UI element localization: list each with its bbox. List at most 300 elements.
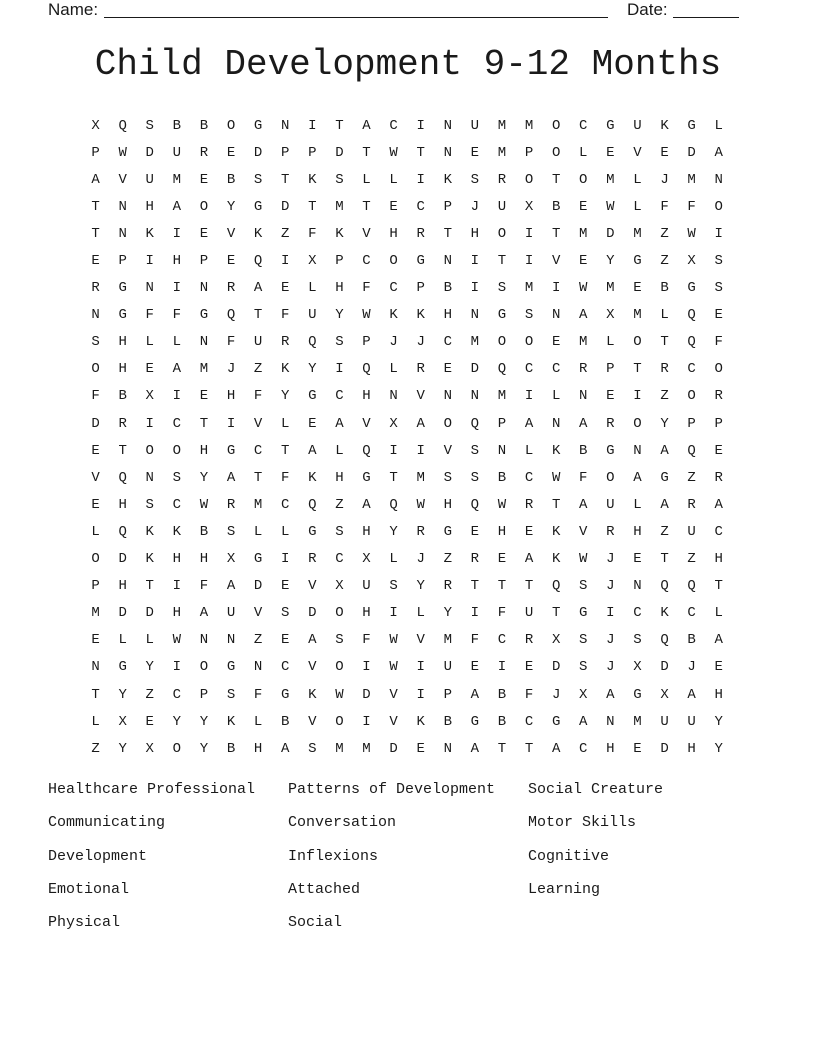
grid-letter[interactable]: W bbox=[579, 280, 588, 297]
grid-letter[interactable]: E bbox=[199, 225, 209, 242]
grid-letter[interactable]: X bbox=[335, 578, 344, 595]
grid-letter[interactable]: E bbox=[416, 740, 425, 757]
grid-letter[interactable]: E bbox=[660, 144, 669, 161]
grid-letter[interactable]: X bbox=[362, 551, 371, 568]
grid-letter[interactable]: Q bbox=[118, 117, 127, 134]
grid-letter[interactable]: V bbox=[633, 144, 642, 161]
grid-letter[interactable]: I bbox=[362, 659, 371, 676]
grid-letter[interactable]: P bbox=[335, 253, 344, 270]
grid-letter[interactable]: A bbox=[172, 361, 182, 378]
grid-letter[interactable]: B bbox=[226, 740, 236, 757]
grid-letter[interactable]: M bbox=[606, 280, 615, 297]
grid-letter[interactable]: N bbox=[91, 659, 100, 676]
grid-letter[interactable]: N bbox=[91, 307, 100, 324]
grid-letter[interactable]: X bbox=[118, 713, 127, 730]
grid-letter[interactable]: K bbox=[172, 523, 182, 540]
grid-letter[interactable]: W bbox=[416, 496, 425, 513]
grid-letter[interactable]: H bbox=[443, 496, 452, 513]
grid-letter[interactable]: M bbox=[633, 713, 642, 730]
grid-letter[interactable]: B bbox=[497, 686, 507, 703]
grid-letter[interactable]: E bbox=[579, 253, 588, 270]
grid-letter[interactable]: H bbox=[118, 361, 127, 378]
grid-letter[interactable]: B bbox=[199, 523, 209, 540]
grid-letter[interactable]: S bbox=[253, 171, 263, 188]
grid-letter[interactable]: S bbox=[308, 740, 317, 757]
grid-letter[interactable]: V bbox=[551, 253, 561, 270]
grid-letter[interactable]: R bbox=[226, 496, 236, 513]
grid-letter[interactable]: X bbox=[145, 740, 154, 757]
grid-letter[interactable]: E bbox=[281, 280, 290, 297]
grid-letter[interactable]: R bbox=[281, 334, 290, 351]
grid-letter[interactable]: Y bbox=[308, 361, 317, 378]
grid-letter[interactable]: H bbox=[172, 605, 182, 622]
grid-letter[interactable]: E bbox=[308, 415, 317, 432]
grid-letter[interactable]: P bbox=[308, 144, 317, 161]
grid-letter[interactable]: Q bbox=[660, 578, 669, 595]
grid-letter[interactable]: R bbox=[687, 496, 696, 513]
grid-letter[interactable]: K bbox=[660, 605, 669, 622]
grid-letter[interactable]: Z bbox=[281, 225, 290, 242]
grid-letter[interactable]: S bbox=[226, 523, 236, 540]
grid-letter[interactable]: K bbox=[660, 117, 669, 134]
grid-letter[interactable]: S bbox=[145, 496, 154, 513]
grid-letter[interactable]: A bbox=[470, 740, 480, 757]
grid-letter[interactable]: M bbox=[633, 225, 642, 242]
grid-letter[interactable]: D bbox=[91, 415, 100, 432]
grid-letter[interactable]: V bbox=[253, 415, 263, 432]
grid-letter[interactable]: M bbox=[335, 740, 344, 757]
grid-letter[interactable]: A bbox=[687, 686, 696, 703]
grid-letter[interactable]: S bbox=[172, 469, 182, 486]
grid-letter[interactable]: S bbox=[633, 632, 642, 649]
grid-letter[interactable]: A bbox=[579, 496, 588, 513]
grid-letter[interactable]: Q bbox=[253, 253, 263, 270]
grid-letter[interactable]: K bbox=[253, 225, 263, 242]
grid-letter[interactable]: U bbox=[362, 578, 371, 595]
grid-letter[interactable]: I bbox=[281, 253, 290, 270]
grid-letter[interactable]: T bbox=[714, 578, 723, 595]
grid-letter[interactable]: G bbox=[606, 117, 615, 134]
grid-letter[interactable]: O bbox=[172, 442, 182, 459]
grid-letter[interactable]: Q bbox=[687, 307, 696, 324]
grid-letter[interactable]: J bbox=[660, 171, 669, 188]
grid-letter[interactable]: V bbox=[389, 713, 398, 730]
grid-letter[interactable]: T bbox=[470, 578, 480, 595]
grid-letter[interactable]: S bbox=[470, 442, 480, 459]
grid-letter[interactable]: U bbox=[443, 659, 452, 676]
grid-letter[interactable]: R bbox=[416, 523, 425, 540]
grid-letter[interactable]: P bbox=[714, 415, 723, 432]
grid-letter[interactable]: L bbox=[389, 361, 398, 378]
grid-letter[interactable]: A bbox=[281, 740, 290, 757]
grid-letter[interactable]: H bbox=[633, 523, 642, 540]
grid-letter[interactable]: G bbox=[226, 659, 236, 676]
grid-letter[interactable]: O bbox=[687, 388, 696, 405]
grid-letter[interactable]: M bbox=[687, 171, 696, 188]
grid-letter[interactable]: G bbox=[579, 605, 588, 622]
grid-letter[interactable]: H bbox=[470, 225, 480, 242]
grid-letter[interactable]: T bbox=[443, 225, 452, 242]
grid-letter[interactable]: D bbox=[118, 605, 127, 622]
grid-letter[interactable]: V bbox=[226, 225, 236, 242]
grid-letter[interactable]: Y bbox=[199, 713, 209, 730]
grid-letter[interactable]: E bbox=[199, 388, 209, 405]
grid-letter[interactable]: E bbox=[551, 334, 561, 351]
grid-letter[interactable]: S bbox=[226, 686, 236, 703]
grid-letter[interactable]: H bbox=[335, 280, 344, 297]
grid-letter[interactable]: E bbox=[389, 198, 398, 215]
grid-letter[interactable]: O bbox=[335, 659, 344, 676]
grid-letter[interactable]: Y bbox=[416, 578, 425, 595]
grid-letter[interactable]: L bbox=[579, 144, 588, 161]
grid-letter[interactable]: S bbox=[335, 523, 344, 540]
grid-letter[interactable]: M bbox=[91, 605, 100, 622]
grid-letter[interactable]: T bbox=[91, 225, 100, 242]
grid-letter[interactable]: K bbox=[389, 307, 398, 324]
grid-letter[interactable]: I bbox=[172, 578, 182, 595]
grid-letter[interactable]: K bbox=[551, 523, 561, 540]
grid-letter[interactable]: M bbox=[335, 198, 344, 215]
grid-letter[interactable]: I bbox=[470, 280, 480, 297]
grid-letter[interactable]: U bbox=[660, 713, 669, 730]
grid-letter[interactable]: O bbox=[551, 117, 561, 134]
grid-letter[interactable]: C bbox=[497, 632, 507, 649]
grid-letter[interactable]: O bbox=[199, 659, 209, 676]
grid-letter[interactable]: O bbox=[714, 361, 723, 378]
grid-letter[interactable]: P bbox=[118, 253, 127, 270]
grid-letter[interactable]: U bbox=[308, 307, 317, 324]
grid-letter[interactable]: H bbox=[714, 551, 723, 568]
grid-letter[interactable]: J bbox=[470, 198, 480, 215]
grid-letter[interactable]: L bbox=[660, 307, 669, 324]
grid-letter[interactable]: N bbox=[145, 280, 154, 297]
grid-letter[interactable]: F bbox=[579, 469, 588, 486]
grid-letter[interactable]: J bbox=[606, 551, 615, 568]
grid-letter[interactable]: S bbox=[443, 469, 452, 486]
grid-letter[interactable]: C bbox=[687, 361, 696, 378]
grid-letter[interactable]: G bbox=[633, 253, 642, 270]
grid-letter[interactable]: V bbox=[416, 632, 425, 649]
grid-letter[interactable]: K bbox=[281, 361, 290, 378]
grid-letter[interactable]: W bbox=[606, 198, 615, 215]
grid-letter[interactable]: T bbox=[362, 198, 371, 215]
grid-letter[interactable]: V bbox=[308, 659, 317, 676]
grid-letter[interactable]: G bbox=[253, 551, 263, 568]
grid-letter[interactable]: V bbox=[253, 605, 263, 622]
grid-letter[interactable]: K bbox=[145, 225, 154, 242]
grid-letter[interactable]: A bbox=[633, 469, 642, 486]
grid-letter[interactable]: W bbox=[579, 551, 588, 568]
grid-letter[interactable]: S bbox=[281, 605, 290, 622]
grid-letter[interactable]: U bbox=[687, 713, 696, 730]
grid-letter[interactable]: R bbox=[470, 551, 480, 568]
grid-letter[interactable]: B bbox=[551, 198, 561, 215]
grid-letter[interactable]: Q bbox=[497, 361, 507, 378]
grid-letter[interactable]: R bbox=[118, 415, 127, 432]
grid-letter[interactable]: P bbox=[91, 144, 100, 161]
grid-letter[interactable]: A bbox=[524, 551, 534, 568]
grid-letter[interactable]: K bbox=[145, 523, 154, 540]
grid-letter[interactable]: E bbox=[524, 523, 534, 540]
grid-letter[interactable]: T bbox=[497, 253, 507, 270]
grid-letter[interactable]: F bbox=[199, 578, 209, 595]
grid-letter[interactable]: B bbox=[579, 442, 588, 459]
grid-letter[interactable]: I bbox=[497, 659, 507, 676]
grid-letter[interactable]: M bbox=[497, 144, 507, 161]
grid-letter[interactable]: U bbox=[633, 117, 642, 134]
grid-letter[interactable]: I bbox=[145, 415, 154, 432]
grid-letter[interactable]: E bbox=[714, 307, 723, 324]
grid-letter[interactable]: S bbox=[579, 632, 588, 649]
grid-letter[interactable]: S bbox=[145, 117, 154, 134]
grid-letter[interactable]: L bbox=[416, 605, 425, 622]
grid-letter[interactable]: R bbox=[714, 469, 723, 486]
grid-letter[interactable]: G bbox=[199, 307, 209, 324]
grid-letter[interactable]: M bbox=[524, 117, 534, 134]
grid-letter[interactable]: O bbox=[633, 415, 642, 432]
grid-letter[interactable]: I bbox=[172, 388, 182, 405]
grid-letter[interactable]: C bbox=[551, 361, 561, 378]
grid-letter[interactable]: N bbox=[389, 388, 398, 405]
grid-letter[interactable]: B bbox=[443, 713, 452, 730]
grid-letter[interactable]: D bbox=[335, 144, 344, 161]
grid-letter[interactable]: D bbox=[145, 144, 154, 161]
grid-letter[interactable]: R bbox=[606, 415, 615, 432]
grid-letter[interactable]: Y bbox=[443, 605, 452, 622]
grid-letter[interactable]: D bbox=[118, 551, 127, 568]
grid-letter[interactable]: R bbox=[308, 551, 317, 568]
grid-letter[interactable]: L bbox=[524, 442, 534, 459]
grid-letter[interactable]: I bbox=[172, 659, 182, 676]
grid-letter[interactable]: N bbox=[443, 117, 452, 134]
grid-letter[interactable]: T bbox=[389, 469, 398, 486]
grid-letter[interactable]: I bbox=[281, 551, 290, 568]
grid-letter[interactable]: C bbox=[524, 713, 534, 730]
grid-letter[interactable]: C bbox=[362, 253, 371, 270]
grid-letter[interactable]: Q bbox=[308, 496, 317, 513]
grid-letter[interactable]: I bbox=[551, 280, 561, 297]
grid-letter[interactable]: C bbox=[687, 605, 696, 622]
grid-letter[interactable]: D bbox=[470, 361, 480, 378]
grid-letter[interactable]: Y bbox=[199, 740, 209, 757]
grid-letter[interactable]: F bbox=[714, 334, 723, 351]
grid-letter[interactable]: R bbox=[199, 144, 209, 161]
grid-letter[interactable]: A bbox=[714, 144, 723, 161]
grid-letter[interactable]: A bbox=[362, 496, 371, 513]
grid-letter[interactable]: O bbox=[497, 225, 507, 242]
grid-letter[interactable]: H bbox=[145, 198, 154, 215]
grid-letter[interactable]: K bbox=[308, 469, 317, 486]
grid-letter[interactable]: A bbox=[335, 415, 344, 432]
grid-letter[interactable]: S bbox=[389, 578, 398, 595]
grid-letter[interactable]: F bbox=[145, 307, 154, 324]
grid-letter[interactable]: G bbox=[687, 117, 696, 134]
grid-letter[interactable]: L bbox=[145, 632, 154, 649]
grid-letter[interactable]: Z bbox=[253, 632, 263, 649]
grid-letter[interactable]: E bbox=[226, 144, 236, 161]
grid-letter[interactable]: D bbox=[281, 198, 290, 215]
grid-letter[interactable]: M bbox=[199, 361, 209, 378]
grid-letter[interactable]: F bbox=[172, 307, 182, 324]
grid-letter[interactable]: R bbox=[416, 361, 425, 378]
grid-letter[interactable]: A bbox=[91, 171, 100, 188]
grid-letter[interactable]: I bbox=[470, 605, 480, 622]
grid-letter[interactable]: N bbox=[199, 632, 209, 649]
grid-letter[interactable]: I bbox=[145, 253, 154, 270]
grid-letter[interactable]: I bbox=[416, 442, 425, 459]
grid-letter[interactable]: A bbox=[551, 740, 561, 757]
grid-letter[interactable]: B bbox=[497, 713, 507, 730]
grid-letter[interactable]: G bbox=[118, 307, 127, 324]
grid-letter[interactable]: J bbox=[606, 632, 615, 649]
grid-letter[interactable]: D bbox=[362, 686, 371, 703]
grid-letter[interactable]: E bbox=[91, 253, 100, 270]
grid-letter[interactable]: I bbox=[524, 388, 534, 405]
grid-letter[interactable]: K bbox=[551, 442, 561, 459]
grid-letter[interactable]: E bbox=[633, 740, 642, 757]
grid-letter[interactable]: C bbox=[714, 523, 723, 540]
grid-letter[interactable]: R bbox=[443, 578, 452, 595]
grid-letter[interactable]: K bbox=[335, 225, 344, 242]
grid-letter[interactable]: K bbox=[145, 551, 154, 568]
grid-letter[interactable]: W bbox=[199, 496, 209, 513]
grid-letter[interactable]: X bbox=[226, 551, 236, 568]
grid-letter[interactable]: M bbox=[633, 307, 642, 324]
grid-letter[interactable]: O bbox=[145, 442, 154, 459]
grid-letter[interactable]: X bbox=[579, 686, 588, 703]
grid-letter[interactable]: U bbox=[226, 605, 236, 622]
grid-letter[interactable]: L bbox=[633, 496, 642, 513]
grid-letter[interactable]: T bbox=[253, 307, 263, 324]
grid-letter[interactable]: C bbox=[172, 686, 182, 703]
grid-letter[interactable]: Z bbox=[335, 496, 344, 513]
grid-letter[interactable]: E bbox=[145, 713, 154, 730]
grid-letter[interactable]: Z bbox=[660, 523, 669, 540]
grid-letter[interactable]: T bbox=[281, 442, 290, 459]
grid-letter[interactable]: Q bbox=[470, 496, 480, 513]
grid-letter[interactable]: I bbox=[633, 388, 642, 405]
grid-letter[interactable]: Z bbox=[253, 361, 263, 378]
grid-letter[interactable]: S bbox=[335, 334, 344, 351]
grid-letter[interactable]: C bbox=[389, 280, 398, 297]
grid-letter[interactable]: Z bbox=[660, 253, 669, 270]
grid-letter[interactable]: C bbox=[524, 469, 534, 486]
grid-letter[interactable]: B bbox=[199, 117, 209, 134]
grid-letter[interactable]: E bbox=[281, 632, 290, 649]
grid-letter[interactable]: I bbox=[416, 659, 425, 676]
grid-letter[interactable]: X bbox=[524, 198, 534, 215]
grid-letter[interactable]: T bbox=[118, 442, 127, 459]
grid-letter[interactable]: E bbox=[91, 496, 100, 513]
grid-letter[interactable]: A bbox=[524, 415, 534, 432]
grid-letter[interactable]: O bbox=[633, 334, 642, 351]
grid-letter[interactable]: O bbox=[91, 361, 100, 378]
grid-letter[interactable]: F bbox=[91, 388, 100, 405]
grid-letter[interactable]: P bbox=[497, 415, 507, 432]
grid-letter[interactable]: A bbox=[416, 415, 425, 432]
grid-letter[interactable]: B bbox=[118, 388, 127, 405]
grid-letter[interactable]: C bbox=[633, 605, 642, 622]
grid-letter[interactable]: C bbox=[579, 740, 588, 757]
grid-letter[interactable]: K bbox=[416, 713, 425, 730]
grid-letter[interactable]: F bbox=[524, 686, 534, 703]
grid-letter[interactable]: A bbox=[579, 713, 588, 730]
grid-letter[interactable]: S bbox=[91, 334, 100, 351]
grid-letter[interactable]: N bbox=[633, 578, 642, 595]
grid-letter[interactable]: W bbox=[335, 686, 344, 703]
grid-letter[interactable]: H bbox=[443, 307, 452, 324]
grid-letter[interactable]: G bbox=[253, 198, 263, 215]
grid-letter[interactable]: T bbox=[660, 551, 669, 568]
grid-letter[interactable]: D bbox=[389, 740, 398, 757]
grid-letter[interactable]: C bbox=[172, 496, 182, 513]
grid-letter[interactable]: U bbox=[687, 523, 696, 540]
grid-letter[interactable]: W bbox=[497, 496, 507, 513]
grid-letter[interactable]: N bbox=[470, 388, 480, 405]
grid-letter[interactable]: J bbox=[606, 659, 615, 676]
grid-letter[interactable]: V bbox=[416, 388, 425, 405]
grid-letter[interactable]: Y bbox=[606, 253, 615, 270]
grid-letter[interactable]: S bbox=[470, 171, 480, 188]
grid-letter[interactable]: U bbox=[145, 171, 154, 188]
grid-letter[interactable]: F bbox=[362, 632, 371, 649]
grid-letter[interactable]: L bbox=[633, 171, 642, 188]
grid-letter[interactable]: L bbox=[118, 632, 127, 649]
grid-letter[interactable]: U bbox=[172, 144, 182, 161]
grid-letter[interactable]: T bbox=[308, 198, 317, 215]
grid-letter[interactable]: G bbox=[308, 523, 317, 540]
grid-letter[interactable]: H bbox=[172, 253, 182, 270]
grid-letter[interactable]: G bbox=[606, 442, 615, 459]
grid-letter[interactable]: O bbox=[497, 334, 507, 351]
grid-letter[interactable]: S bbox=[524, 307, 534, 324]
grid-letter[interactable]: C bbox=[172, 415, 182, 432]
grid-letter[interactable]: M bbox=[172, 171, 182, 188]
grid-letter[interactable]: K bbox=[551, 551, 561, 568]
grid-letter[interactable]: H bbox=[118, 578, 127, 595]
grid-letter[interactable]: L bbox=[389, 171, 398, 188]
grid-letter[interactable]: N bbox=[443, 388, 452, 405]
grid-letter[interactable]: I bbox=[226, 415, 236, 432]
grid-letter[interactable]: Q bbox=[551, 578, 561, 595]
grid-letter[interactable]: Y bbox=[714, 713, 723, 730]
grid-letter[interactable]: V bbox=[362, 225, 371, 242]
grid-letter[interactable]: V bbox=[308, 578, 317, 595]
grid-letter[interactable]: U bbox=[497, 198, 507, 215]
grid-letter[interactable]: T bbox=[199, 415, 209, 432]
grid-letter[interactable]: H bbox=[362, 523, 371, 540]
grid-letter[interactable]: W bbox=[118, 144, 127, 161]
grid-letter[interactable]: F bbox=[362, 280, 371, 297]
grid-letter[interactable]: L bbox=[172, 334, 182, 351]
grid-letter[interactable]: E bbox=[606, 388, 615, 405]
grid-letter[interactable]: N bbox=[497, 442, 507, 459]
grid-letter[interactable]: O bbox=[551, 144, 561, 161]
grid-letter[interactable]: R bbox=[579, 361, 588, 378]
grid-letter[interactable]: J bbox=[687, 659, 696, 676]
grid-letter[interactable]: L bbox=[633, 198, 642, 215]
grid-letter[interactable]: T bbox=[633, 361, 642, 378]
grid-letter[interactable]: W bbox=[172, 632, 182, 649]
grid-letter[interactable]: X bbox=[389, 415, 398, 432]
grid-letter[interactable]: P bbox=[281, 144, 290, 161]
grid-letter[interactable]: A bbox=[579, 307, 588, 324]
grid-letter[interactable]: J bbox=[551, 686, 561, 703]
grid-letter[interactable]: G bbox=[633, 686, 642, 703]
grid-letter[interactable]: X bbox=[660, 686, 669, 703]
grid-letter[interactable]: T bbox=[497, 740, 507, 757]
grid-letter[interactable]: Z bbox=[660, 388, 669, 405]
